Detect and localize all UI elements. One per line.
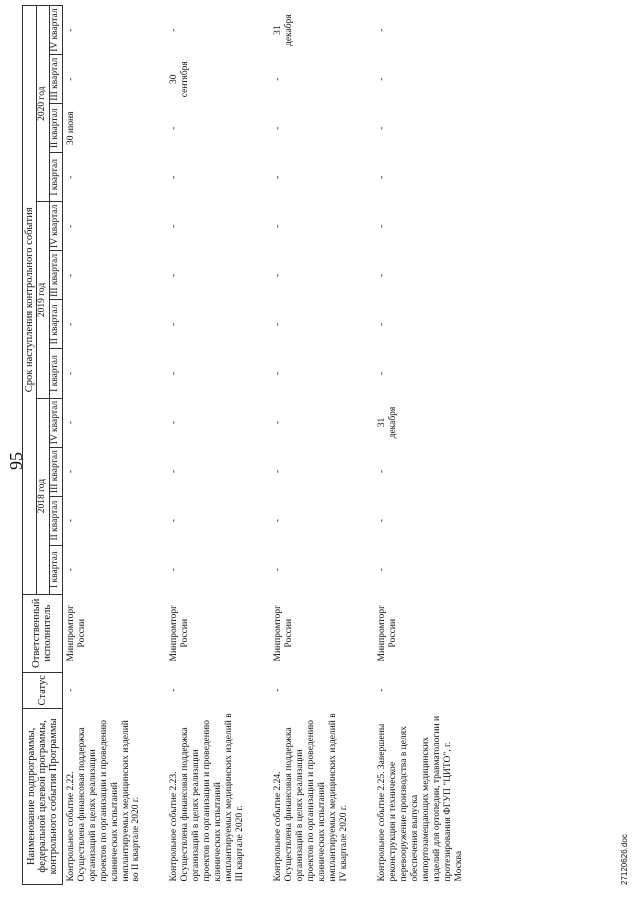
quarter-cell: - — [169, 371, 180, 376]
quarter-cell: - — [169, 470, 180, 474]
quarter-cell: 31 декабря — [377, 406, 399, 439]
quarter-cell: 30 сентября — [169, 61, 191, 98]
header-quarter: III квартал — [49, 251, 62, 300]
quarter-cell: - — [65, 273, 76, 277]
quarter-cell: - — [65, 175, 76, 179]
header-executor: Ответственный исполнитель — [23, 594, 63, 672]
table-row — [270, 6, 374, 885]
header-quarter: IV квартал — [49, 6, 62, 55]
quarter-cell: - — [65, 568, 76, 572]
control-events-table — [22, 5, 478, 885]
quarter-cell: - — [65, 519, 76, 523]
event-executor: Минпромторг России — [65, 605, 87, 662]
quarter-cell: - — [169, 322, 180, 327]
header-status: Статус — [23, 672, 63, 708]
header-quarter: II квартал — [49, 496, 62, 545]
header-name: Наименование подпрограммы, федеральной целевой программы, контрольного события Программы — [23, 708, 63, 884]
quarter-cell: - — [273, 77, 284, 81]
event-name: Контрольное событие 2.25. Завершены реконструкция и техническое перевооружение производства в целях обеспечения выпуска импортозамещающих медицинских изделий для ортопедии, травматологии и протезирования ФГУП "ЦИТО", г. Москва — [377, 715, 464, 882]
header-quarter: IV квартал — [49, 202, 62, 251]
quarter-cell: - — [377, 568, 388, 572]
quarter-cell: - — [273, 519, 284, 523]
table-body — [62, 6, 478, 885]
quarter-cell: - — [377, 371, 388, 376]
event-status: - — [377, 688, 388, 692]
quarter-cell: - — [273, 568, 284, 572]
quarter-cell: - — [377, 224, 388, 228]
quarter-cell: 31 декабря — [273, 14, 295, 46]
quarter-cell: - — [377, 77, 388, 81]
header-deadline: Срок наступления контрольного события — [23, 6, 37, 595]
event-executor: Минпромторг России — [169, 605, 191, 662]
header-quarter: I квартал — [49, 349, 62, 398]
header-quarter: II квартал — [49, 300, 62, 349]
quarter-cell: - — [169, 175, 180, 179]
event-name: Контрольное событие 2.22. Осуществлена финансовая поддержка организаций в целях реализации проектов по организации и проведению клинических испытаний имплантируемых медицинских изделий во II квартале 2020 г. — [65, 719, 142, 882]
quarter-cell: - — [169, 519, 180, 523]
table-row — [166, 6, 270, 885]
table-row — [374, 6, 478, 885]
event-name: Контрольное событие 2.24. Осуществлена финансовая поддержка организаций в целях реализации проектов по организации и проведению клинических испытаний имплантируемых медицинских изделий в IV квартале 2020 г. — [273, 713, 349, 882]
header-year-2020: 2020 год — [37, 6, 50, 202]
quarter-cell: - — [169, 273, 180, 277]
quarter-cell: - — [377, 273, 388, 277]
quarter-cell: - — [65, 322, 76, 327]
event-executor: Минпромторг России — [377, 605, 399, 662]
quarter-cell: - — [169, 28, 180, 32]
quarter-cell: - — [377, 126, 388, 130]
page-number: 95 — [6, 452, 26, 470]
quarter-cell: - — [273, 224, 284, 228]
quarter-cell: - — [65, 420, 76, 425]
event-status: - — [273, 688, 284, 692]
quarter-cell: - — [377, 470, 388, 474]
header-year-2019: 2019 год — [37, 202, 50, 398]
quarter-cell: 30 июня — [65, 111, 76, 146]
quarter-cell: - — [273, 126, 284, 130]
quarter-cell: - — [169, 420, 180, 425]
quarter-cell: - — [377, 322, 388, 327]
quarter-cell: - — [65, 470, 76, 474]
header-quarter: III квартал — [49, 447, 62, 496]
quarter-cell: - — [169, 126, 180, 130]
quarter-cell: - — [65, 77, 76, 81]
quarter-cell: - — [169, 568, 180, 572]
quarter-cell: - — [65, 224, 76, 228]
quarter-cell: - — [377, 175, 388, 179]
header-quarter: IV квартал — [49, 398, 62, 447]
event-status: - — [65, 688, 76, 692]
event-status: - — [169, 688, 180, 692]
quarter-cell: - — [377, 519, 388, 523]
header-quarter: III квартал — [49, 55, 62, 104]
header-quarter: I квартал — [49, 545, 62, 594]
quarter-cell: - — [273, 371, 284, 376]
header-quarter: I квартал — [49, 153, 62, 202]
quarter-cell: - — [273, 470, 284, 474]
quarter-cell: - — [273, 420, 284, 425]
event-name: Контрольное событие 2.23. Осуществлена финансовая поддержка организаций в целях реализации проектов по организации и проведению клинических испытаний имплантируемых медицинских изделий в III квартале 2020 г. — [169, 713, 245, 882]
quarter-cell: - — [65, 371, 76, 376]
table-row — [62, 6, 166, 885]
footer-filename: 2712062б.doc — [620, 834, 629, 885]
quarter-cell: - — [65, 28, 76, 32]
header-year-2018: 2018 год — [37, 398, 50, 594]
quarter-cell: - — [377, 28, 388, 32]
header-quarter: II квартал — [49, 104, 62, 153]
quarter-cell: - — [273, 273, 284, 277]
quarter-cell: - — [169, 224, 180, 228]
quarter-cell: - — [273, 322, 284, 327]
event-executor: Минпромторг России — [273, 605, 295, 662]
quarter-cell: - — [273, 175, 284, 179]
